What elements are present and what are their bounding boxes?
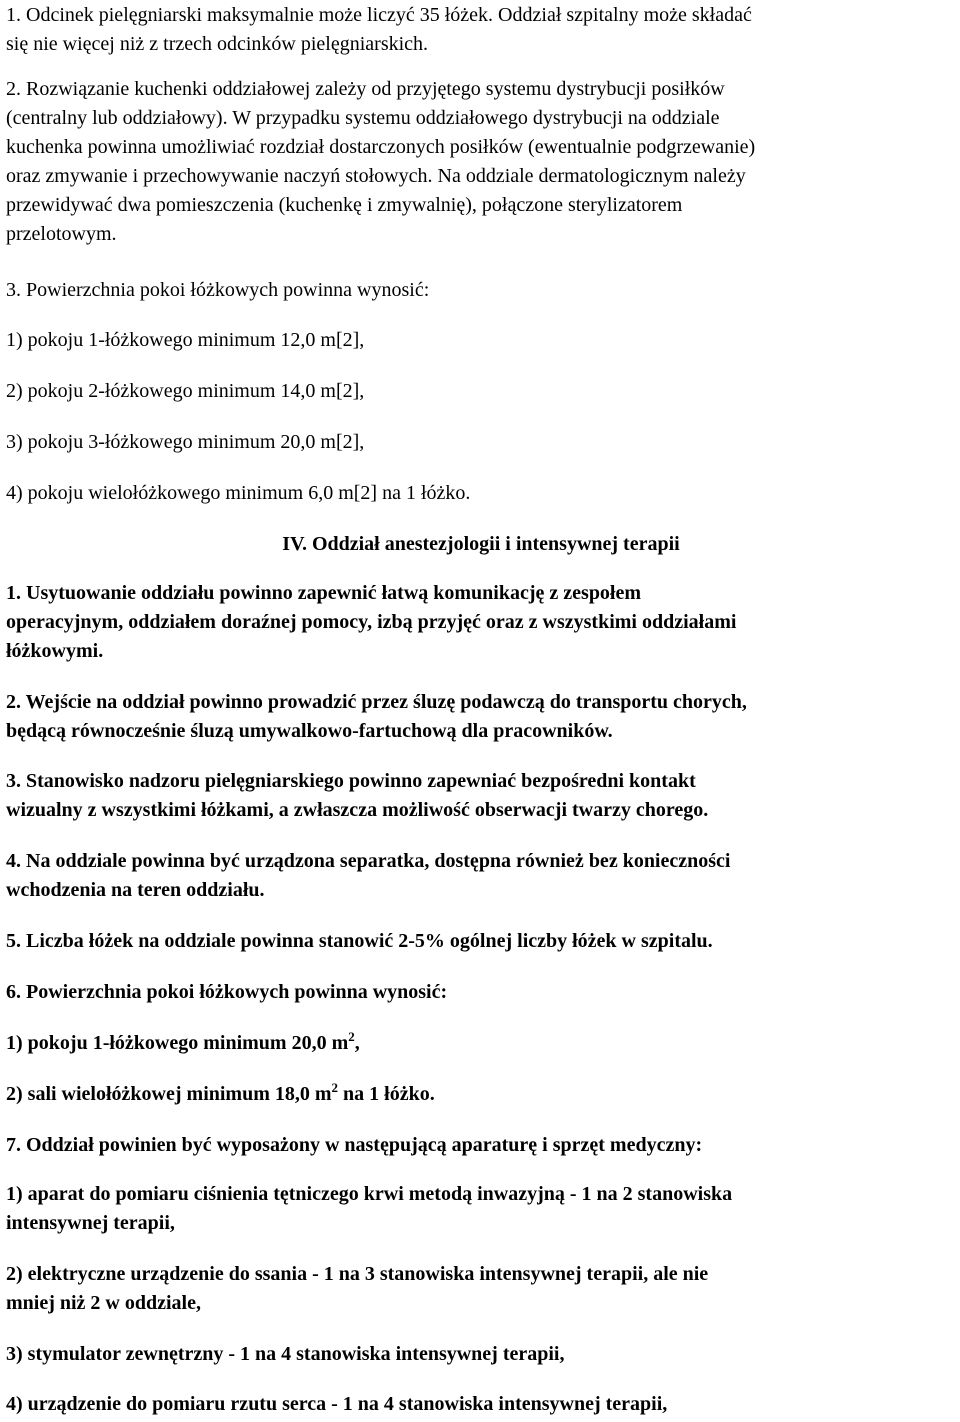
paragraph-isolation-room xyxy=(6,847,730,905)
superscript: 2 xyxy=(348,1029,355,1044)
list-item-room2 xyxy=(6,377,364,406)
text-line: 3. Stanowisko nadzoru pielęgniarskiego powinno zapewniać bezpośredni kontakt xyxy=(6,770,696,792)
text-line: 2. Rozwiązanie kuchenki oddziałowej zależy od przyjętego systemu dystrybucji posiłków xyxy=(6,78,725,100)
list-item-room4 xyxy=(6,479,470,508)
paragraph-entrance xyxy=(6,688,747,746)
text-line: 5. Liczba łóżek na oddziale powinna stanowić 2-5% ogólnej liczby łóżek w szpitalu. xyxy=(6,930,713,952)
text-line: 3) stymulator zewnętrzny - 1 na 4 stanowiska intensywnej terapii, xyxy=(6,1343,565,1365)
text-line: 4. Na oddziale powinna być urządzona separatka, dostępna również bez konieczności xyxy=(6,850,731,872)
list-item-equipment4 xyxy=(6,1390,667,1419)
list-item-room1 xyxy=(6,326,364,355)
section-title: IV. Oddział anestezjologii i intensywnej terapii xyxy=(282,533,680,555)
text-line: oraz zmywanie i przechowywanie naczyń stołowych. Na oddziale dermatologicznym należy xyxy=(6,165,746,187)
list-item-equipment2 xyxy=(6,1260,708,1318)
text-line: 1) pokoju 1-łóżkowego minimum 12,0 m[2], xyxy=(6,329,365,351)
paragraph-bed-count xyxy=(6,927,713,956)
text-line: 3. Powierzchnia pokoi łóżkowych powinna wynosić: xyxy=(6,279,430,301)
text-line: 7. Oddział powinien być wyposażony w następującą aparaturę i sprzęt medyczny: xyxy=(6,1134,703,1156)
paragraph-nurse-section xyxy=(6,1,752,59)
text-line: kuchenka powinna umożliwiać rozdział dostarczonych posiłków (ewentualnie podgrzewanie) xyxy=(6,136,756,158)
paragraph-equipment xyxy=(6,1131,702,1160)
text-line: będącą równocześnie śluzą umywalkowo-fartuchową dla pracowników. xyxy=(6,720,613,742)
text-line: 2) pokoju 2-łóżkowego minimum 14,0 m[2], xyxy=(6,380,365,402)
text-line: 1. Usytuowanie oddziału powinno zapewnić łatwą komunikację z zespołem xyxy=(6,582,642,604)
list-item-equipment1 xyxy=(6,1180,732,1238)
paragraph-room-area-icu xyxy=(6,978,447,1007)
text-line: wizualny z wszystkimi łóżkami, a zwłaszcza możliwość obserwacji twarzy chorego. xyxy=(6,799,709,821)
area-text: 2) sali wielołóżkowej minimum 18,0 m xyxy=(6,1083,332,1105)
superscript: 2 xyxy=(331,1080,339,1095)
paragraph-nurse-station xyxy=(6,767,708,825)
text-line: łóżkowymi. xyxy=(6,640,104,662)
area-text-suffix: na 1 łóżko. xyxy=(338,1083,435,1105)
paragraph-room-area xyxy=(6,276,429,305)
list-item-room3 xyxy=(6,428,364,457)
text-line: mniej niż 2 w oddziale, xyxy=(6,1292,201,1314)
text-line: intensywnej terapii, xyxy=(6,1212,175,1234)
text-line xyxy=(6,1029,360,1058)
list-item-equipment3 xyxy=(6,1340,565,1369)
text-line: 2) elektryczne urządzenie do ssania - 1 na 3 stanowiska intensywnej terapii, ale nie xyxy=(6,1263,709,1285)
area-text-suffix: , xyxy=(354,1032,360,1054)
text-line: wchodzenia na teren oddziału. xyxy=(6,879,265,901)
text-line: 1) aparat do pomiaru ciśnienia tętniczego krwi metodą inwazyjną - 1 na 2 stanowiska xyxy=(6,1183,733,1205)
text-line: 4) urządzenie do pomiaru rzutu serca - 1 na 4 stanowiska intensywnej terapii, xyxy=(6,1393,668,1415)
text-line xyxy=(6,1080,435,1109)
list-item-area1 xyxy=(6,1029,360,1058)
text-line: 4) pokoju wielołóżkowego minimum 6,0 m[2] na 1 łóżko. xyxy=(6,482,471,504)
list-item-area2 xyxy=(6,1080,435,1109)
text-line: 3) pokoju 3-łóżkowego minimum 20,0 m[2], xyxy=(6,431,365,453)
paragraph-kitchen xyxy=(6,75,755,249)
section-heading xyxy=(6,530,956,559)
text-line: 1. Odcinek pielęgniarski maksymalnie może liczyć 35 łóżek. Oddział szpitalny może składać xyxy=(6,4,752,26)
text-line: (centralny lub oddziałowy). W przypadku systemu oddziałowego dystrybucji na oddziale xyxy=(6,107,720,129)
text-line: operacyjnym, oddziałem doraźnej pomocy, izbą przyjęć oraz z wszystkimi oddziałami xyxy=(6,611,737,633)
text-line: 2. Wejście na oddział powinno prowadzić przez śluzę podawczą do transportu chorych, xyxy=(6,691,747,713)
area-text: 1) pokoju 1-łóżkowego minimum 20,0 m xyxy=(6,1032,349,1054)
text-line: przelotowym. xyxy=(6,223,117,245)
text-line: się nie więcej niż z trzech odcinków pielęgniarskich. xyxy=(6,33,429,55)
paragraph-location xyxy=(6,579,736,666)
text-line: przewidywać dwa pomieszczenia (kuchenkę i zmywalnię), połączone sterylizatorem xyxy=(6,194,683,216)
text-line: 6. Powierzchnia pokoi łóżkowych powinna wynosić: xyxy=(6,981,448,1003)
